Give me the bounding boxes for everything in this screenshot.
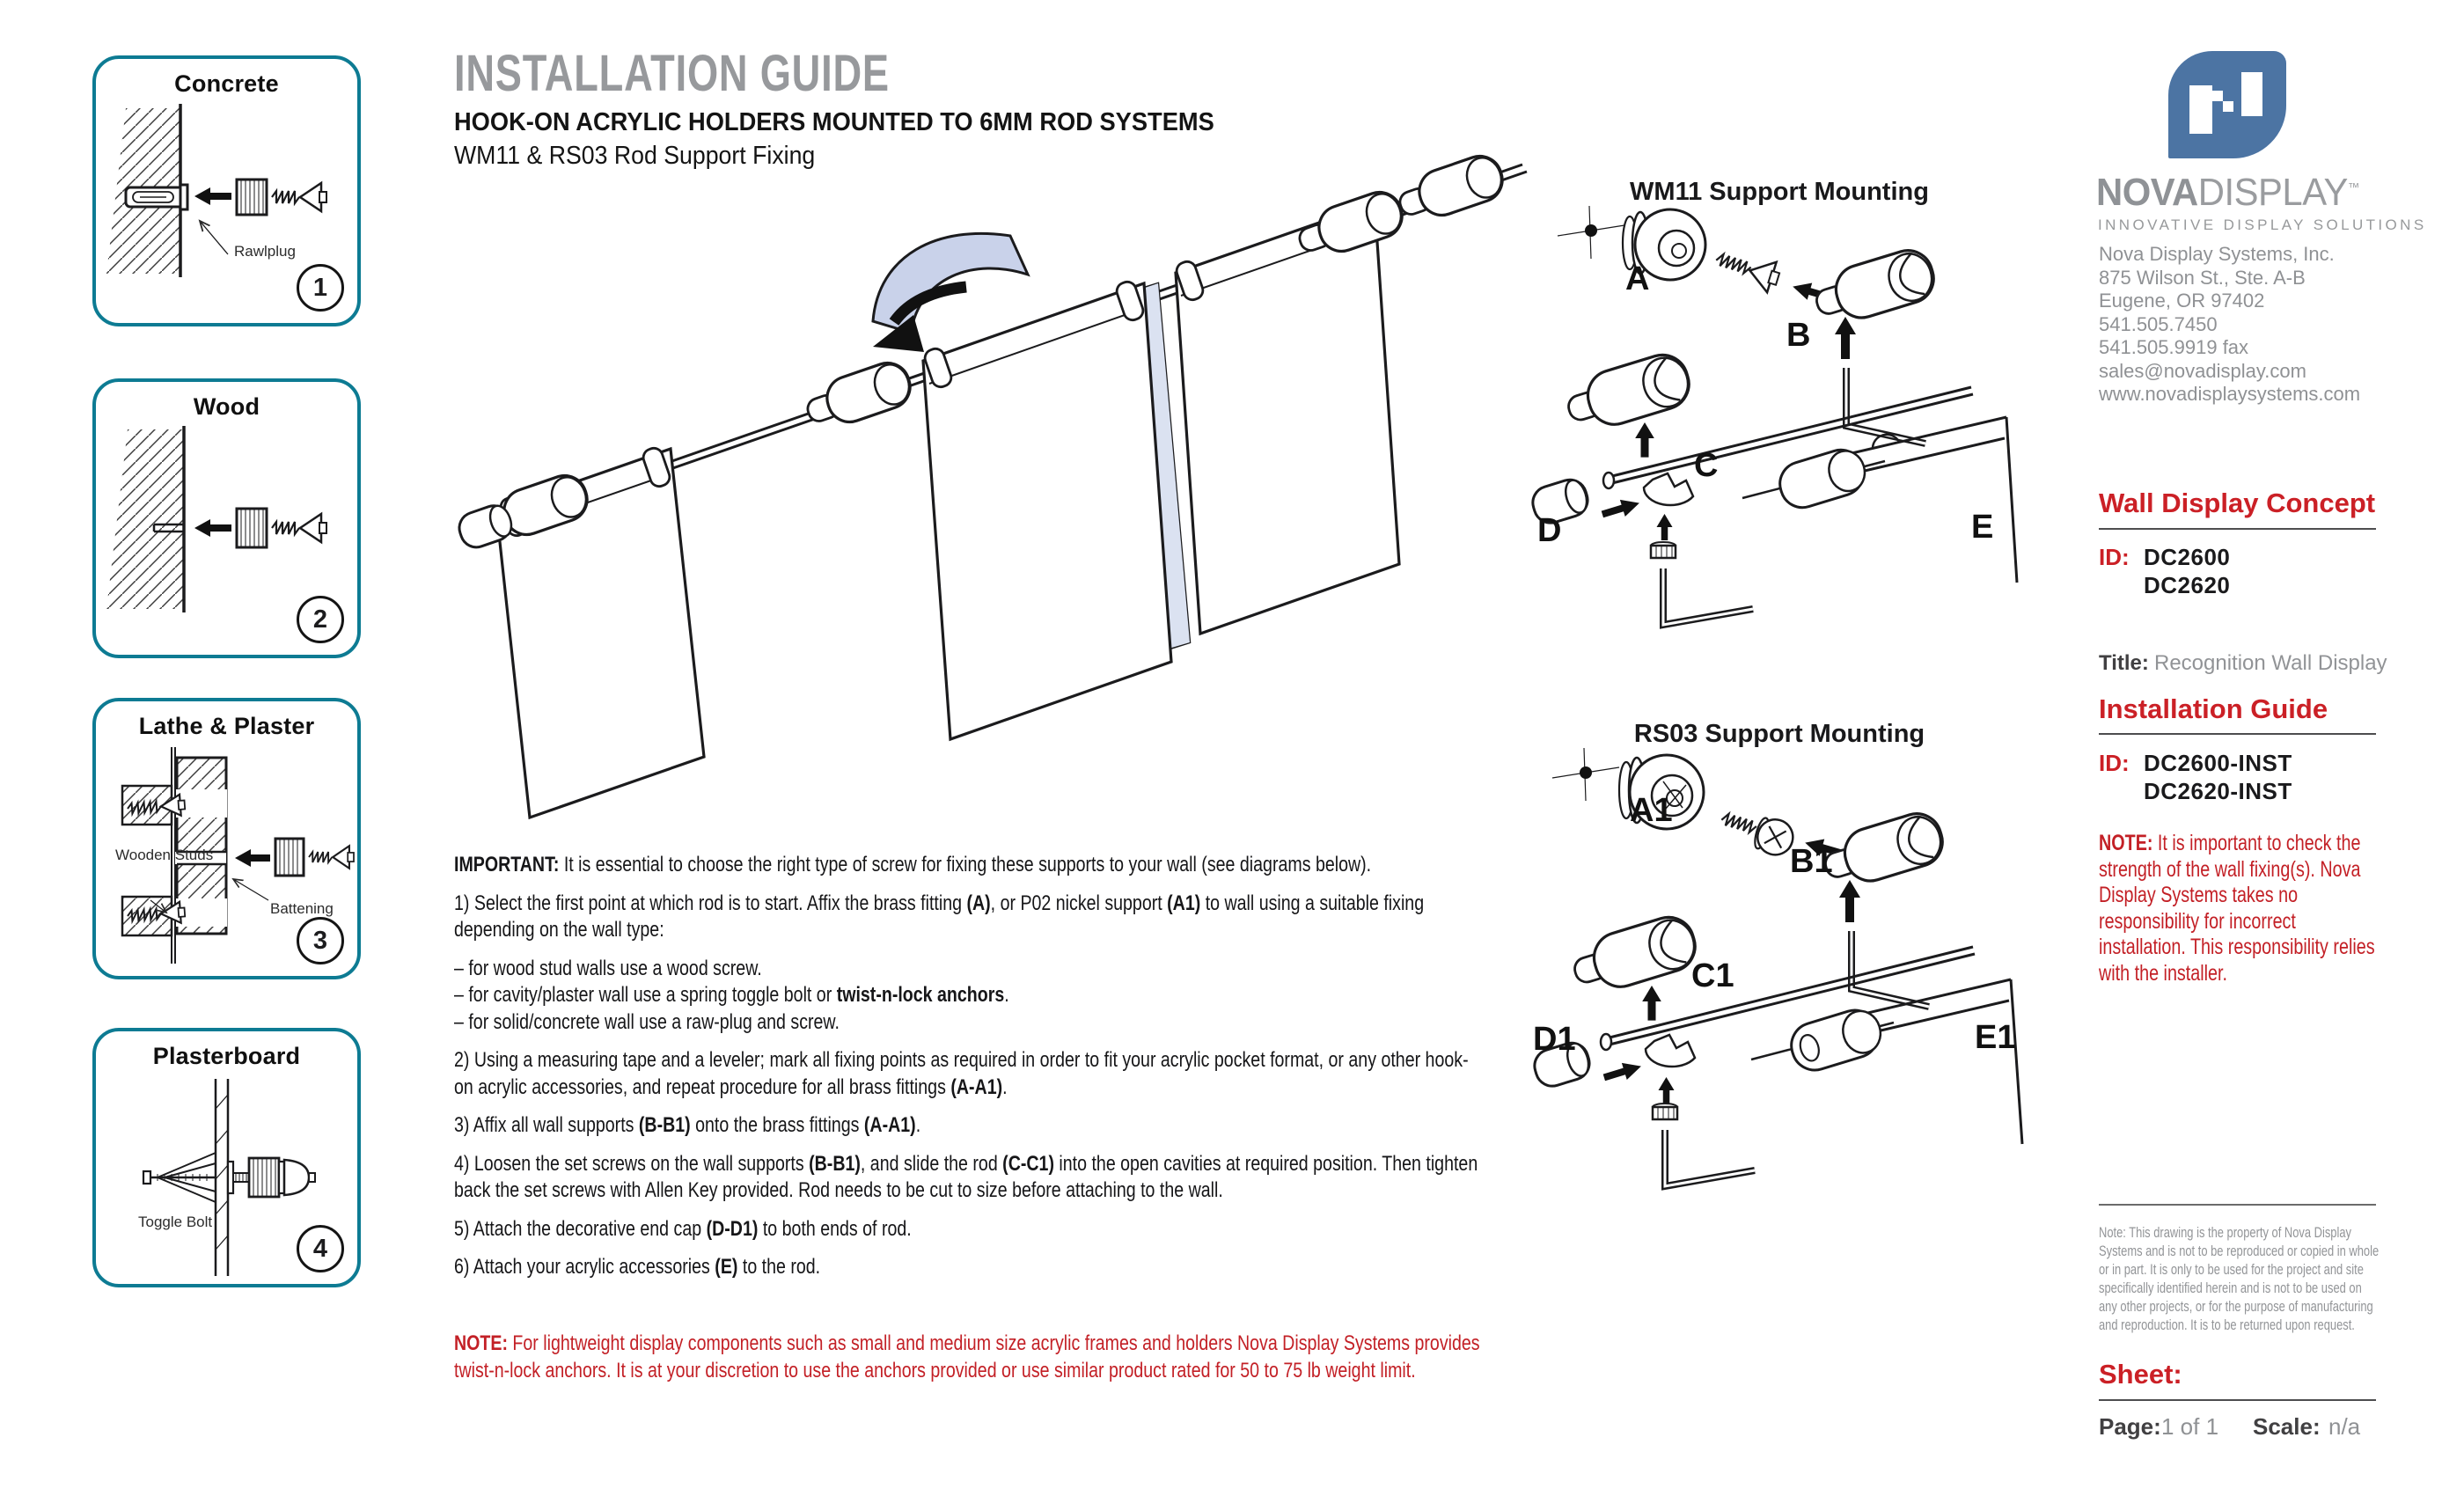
rs03-part-c1-label: C1 xyxy=(1691,957,1734,994)
concept-id-label: ID: xyxy=(2099,544,2130,570)
insert-arrow-icon xyxy=(194,519,231,537)
instr-bullet-2: – for cavity/plaster wall use a spring toggle bolt or twist-n-lock anchors. xyxy=(454,983,1009,1007)
instr-step-4: 4) Loosen the set screws on the wall supports (B-B1), and slide the rod (C-C1) into the open cavities at required position. Then tighten back the set screws with Allen Key provided. Rod needs to be cut to size before attaching to the wall. xyxy=(454,1151,1478,1202)
page-value: 1 of 1 xyxy=(2161,1413,2219,1440)
insert-arrow-icon xyxy=(235,849,270,867)
address-line: Eugene, OR 97402 xyxy=(2099,290,2265,312)
address-line: Nova Display Systems, Inc. xyxy=(2099,243,2335,265)
wm11-part-d-label: D xyxy=(1537,512,1562,549)
nova-display-logo xyxy=(2168,51,2286,158)
guide-id-1: DC2600-INST xyxy=(2144,750,2292,776)
scale-value: n/a xyxy=(2328,1413,2361,1440)
rs03-diagram-title: RS03 Support Mounting xyxy=(1633,720,1925,748)
wall-box-concrete-title: Concrete xyxy=(174,70,279,97)
rawlplug-label: Rawlplug xyxy=(234,243,296,260)
brand-wordmark xyxy=(2096,171,2359,215)
wall-box-concrete xyxy=(92,55,361,326)
concept-heading: Wall Display Concept xyxy=(2099,488,2376,518)
divider xyxy=(2099,1399,2376,1401)
address-line: sales@novadisplay.com xyxy=(2099,359,2306,382)
instr-step-5: 5) Attach the decorative end cap (D-D1) to both ends of rod. xyxy=(454,1216,912,1241)
rs03-part-b1-label: B1 xyxy=(1790,843,1833,880)
instr-step-6: 6) Attach your acrylic accessories (E) to the rod. xyxy=(454,1255,821,1279)
rs03-part-a1-label: A1 xyxy=(1630,792,1673,829)
wm11-part-b-label: B xyxy=(1786,317,1811,354)
logo-n-icon xyxy=(2168,51,2286,158)
guide-heading: Installation Guide xyxy=(2099,693,2328,724)
page-label: Page: xyxy=(2099,1413,2161,1440)
wall-box-wood xyxy=(92,378,361,658)
title-value: Recognition Wall Display xyxy=(2154,651,2387,675)
instr-step-3: 3) Affix all wall supports (B-B1) onto the brass fittings (A-A1). xyxy=(454,1113,921,1137)
address-line: 541.505.9919 fax xyxy=(2099,336,2249,358)
divider xyxy=(2099,528,2376,530)
company-address xyxy=(2099,243,2360,407)
brand-tagline: INNOVATIVE DISPLAY SOLUTIONS xyxy=(2098,216,2427,233)
instructions xyxy=(454,852,1482,1281)
installer-note: NOTE: It is important to check the strength of the wall fixing(s). Nova Display Systems takes no responsibility for incorrect installation. This responsibility relies with the installer. xyxy=(2099,831,2375,986)
wm11-diagram-title: WM11 Support Mounting xyxy=(1630,178,1929,206)
wall-box-plasterboard-number: 4 xyxy=(297,1225,344,1272)
wall-box-concrete-number: 1 xyxy=(297,264,344,312)
instr-bullet-3: – for solid/concrete wall use a raw-plug and screw. xyxy=(454,1009,840,1034)
battening-label: Battening xyxy=(270,900,334,917)
wm11-part-e-label: E xyxy=(1971,509,1994,546)
concept-id-1: DC2600 xyxy=(2144,544,2231,570)
wall-box-lathe-number: 3 xyxy=(297,917,344,964)
divider xyxy=(2099,733,2376,735)
brand-display: DISPLAY xyxy=(2197,171,2348,214)
page-subtitle: HOOK-ON ACRYLIC HOLDERS MOUNTED TO 6MM ROD SYSTEMS xyxy=(454,108,1214,136)
wm11-part-c-label: C xyxy=(1694,447,1719,484)
title-label: Title: xyxy=(2099,651,2149,675)
wall-box-plasterboard-title: Plasterboard xyxy=(152,1043,301,1069)
address-line: www.novadisplaysystems.com xyxy=(2099,383,2361,405)
instr-step-2: 2) Using a measuring tape and a leveler; mark all fixing points as required in order to fit your acrylic pocket format, or any other hook-on acrylic accessories, and repeat procedure for all brass fittings (A-A1). xyxy=(454,1048,1469,1099)
guide-id-label: ID: xyxy=(2099,750,2130,776)
wall-box-plasterboard xyxy=(92,1028,361,1287)
rs03-part-d1-label: D1 xyxy=(1533,1021,1576,1058)
divider xyxy=(2099,1204,2376,1206)
concept-id-2: DC2620 xyxy=(2144,572,2231,598)
brand-nova: NOVA xyxy=(2096,171,2198,214)
wooden-studs-label: Wooden Studs xyxy=(115,847,214,863)
rod-system-illustration xyxy=(440,141,1549,854)
anchors-note: NOTE: For lightweight display components such as small and medium size acrylic frames and holders Nova Display Systems provides twist-n-lock anchors. It is at your discretion to use the anchors provided or use similar product rated for 50 to 75 lb weight limit. xyxy=(454,1331,1480,1382)
brand-tm: ™ xyxy=(2347,180,2360,194)
wall-box-lathe-plaster xyxy=(92,698,361,979)
wall-box-wood-title: Wood xyxy=(193,393,260,420)
sheet-heading: Sheet: xyxy=(2099,1359,2182,1390)
scale-label: Scale: xyxy=(2253,1413,2321,1440)
legal-note: Note: This drawing is the property of Nova Display Systems and is not to be reproduced or copied in whole or in part. It is only to be used for the project and site specifically identified herein and is not to be used on any other projects, or for the purpose of manufacturing and reproduction. It is to be returned upon request. xyxy=(2099,1224,2380,1333)
address-line: 541.505.7450 xyxy=(2099,312,2218,335)
wm11-diagram xyxy=(1531,204,2042,644)
page-title: INSTALLATION GUIDE xyxy=(454,45,890,102)
instr-bullet-1: – for wood stud walls use a wood screw. xyxy=(454,956,762,980)
instr-important: IMPORTANT: It is essential to choose the right type of screw for fixing these supports to your wall (see diagrams below). xyxy=(454,853,1372,876)
wall-box-lathe-title: Lathe & Plaster xyxy=(138,713,315,739)
rs03-part-e1-label: E1 xyxy=(1975,1019,2016,1056)
rs03-diagram xyxy=(1531,746,2042,1239)
address-line: 875 Wilson St., Ste. A-B xyxy=(2099,266,2306,289)
wm11-part-a-label: A xyxy=(1625,260,1650,297)
toggle-bolt-label: Toggle Bolt xyxy=(138,1214,213,1230)
guide-id-2: DC2620-INST xyxy=(2144,778,2292,804)
wall-box-wood-number: 2 xyxy=(297,596,344,643)
instr-step-1: 1) Select the first point at which rod is to start. Affix the brass fitting (A), or P02 nickel support (A1) to wall using a suitable fixing depending on the wall type: xyxy=(454,891,1425,942)
insert-arrow-icon xyxy=(194,187,231,205)
page-subtitle-2: WM11 & RS03 Rod Support Fixing xyxy=(454,142,816,170)
